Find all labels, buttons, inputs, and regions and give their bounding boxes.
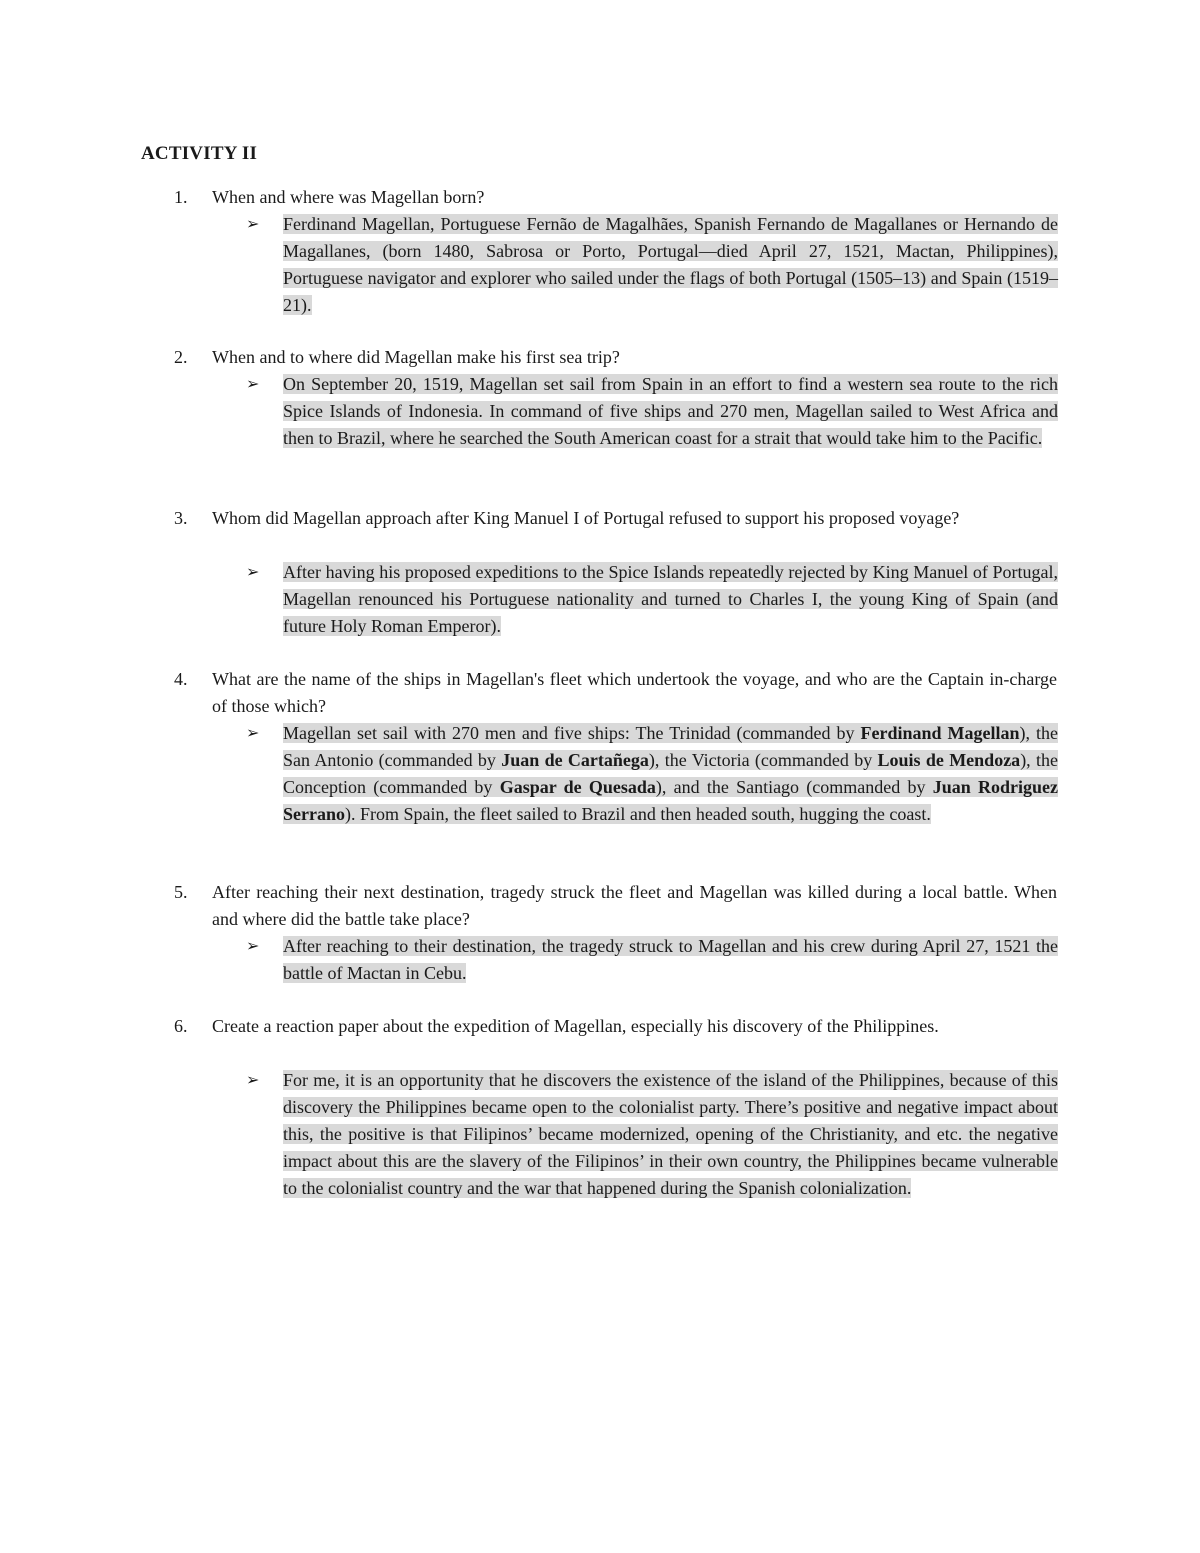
item-number: 6.: [174, 1016, 188, 1036]
item-number: 3.: [174, 508, 188, 528]
question-text: When and where was Magellan born?: [212, 187, 485, 207]
question-text: After reaching their next destination, tragedy struck the fleet and Magellan was killed during a local battle. When and where did the battle take place?: [212, 882, 1057, 929]
answer-text: After reaching to their destination, the tragedy struck to Magellan and his crew during April 27, 1521 the battle of Mactan in Cebu.: [283, 936, 1058, 983]
arrow-bullet-icon: ➢: [246, 725, 260, 742]
item-number: 2.: [174, 347, 188, 367]
item-number: 4.: [174, 669, 188, 689]
answer-text: Magellan set sail with 270 men and five ships: The Trinidad (commanded by Ferdinand Magellan), the San Antonio (commanded by Juan de Cartañega), the Victoria (commanded by Louis de Mendoza), the Conception (commanded by Gaspar de Quesada), and the Santiago (commanded by Juan Rodriguez Serrano). From Spain, the fleet sailed to Brazil and then headed south, hugging the coast.: [283, 723, 1059, 824]
question-text: Create a reaction paper about the expedition of Magellan, especially his discovery of the Philippines.: [212, 1016, 939, 1036]
answer-text: For me, it is an opportunity that he discovers the existence of the island of the Philippines, because of this discovery the Philippines became open to the colonialist party. There’s positive and negative impact about this, the positive is that Filipinos’ became modernized, opening of the Christianity, and etc. the negative impact about this are the slavery of the Filipinos’ in their own country, the Philippines became vulnerable to the colonialist country and the war that happened during the Spanish colonialization.: [283, 1070, 1058, 1198]
item-number: 5.: [174, 882, 188, 902]
answer-text: After having his proposed expeditions to the Spice Islands repeatedly rejected by King Manuel of Portugal, Magellan renounced his Portuguese nationality and turned to Charles I, the young King of Spain (and future Holy Roman Emperor).: [283, 562, 1058, 636]
question-text: When and to where did Magellan make his first sea trip?: [212, 347, 620, 367]
answer-text: On September 20, 1519, Magellan set sail from Spain in an effort to find a western sea route to the rich Spice Islands of Indonesia. In command of five ships and 270 men, Magellan sailed to West Africa and then to Brazil, where he searched the South American coast for a strait that would take him to the Pacific.: [283, 374, 1058, 448]
question-text: What are the name of the ships in Magellan's fleet which undertook the voyage, and who are the Captain in-charge of those which?: [212, 669, 1057, 716]
answer-text: Ferdinand Magellan, Portuguese Fernão de Magalhães, Spanish Fernando de Magallanes or Hernando de Magallanes, (born 1480, Sabrosa or Porto, Portugal—died April 27, 1521, Mactan, Philippines), Portuguese navigator and explorer who sailed under the flags of both Portugal (1505–13) and Spain (1519–21).: [283, 214, 1058, 315]
arrow-bullet-icon: ➢: [246, 564, 260, 581]
arrow-bullet-icon: ➢: [246, 216, 260, 233]
document-title: ACTIVITY II: [141, 143, 258, 164]
arrow-bullet-icon: ➢: [246, 1072, 260, 1089]
captain-name: Louis de Mendoza: [877, 750, 1021, 770]
item-number: 1.: [174, 187, 188, 207]
captain-name: Juan de Cartañega: [501, 750, 649, 770]
question-text: Whom did Magellan approach after King Manuel I of Portugal refused to support his proposed voyage?: [212, 508, 960, 528]
arrow-bullet-icon: ➢: [246, 376, 260, 393]
arrow-bullet-icon: ➢: [246, 938, 260, 955]
captain-name: Juan Rodriguez Serrano: [283, 777, 1059, 824]
captain-name: Ferdinand Magellan: [860, 723, 1020, 743]
captain-name: Gaspar de Quesada: [499, 777, 656, 797]
